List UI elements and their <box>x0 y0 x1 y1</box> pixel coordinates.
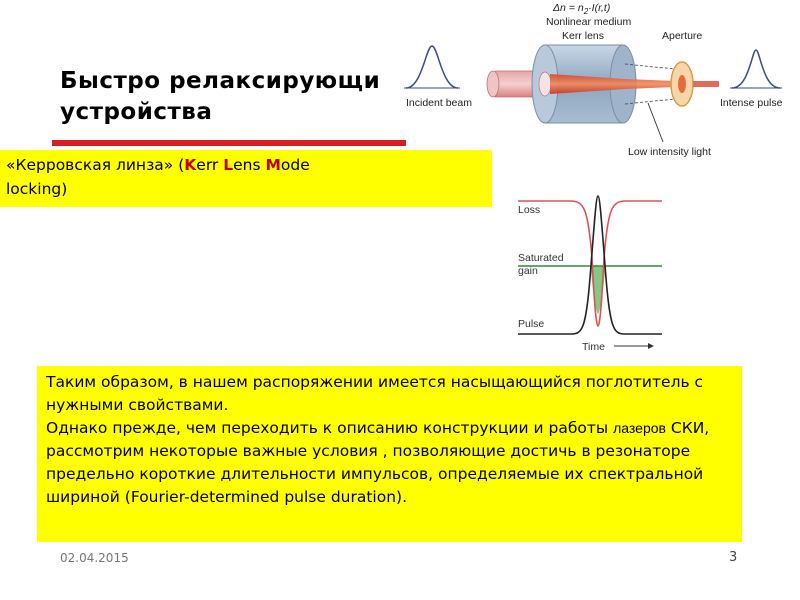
gain-label: gain <box>518 265 538 277</box>
aperture-hole <box>678 75 686 93</box>
kerr-lens-diagram <box>400 0 800 165</box>
pulse-label: Pulse <box>518 318 545 330</box>
saturated-label: Saturated <box>518 252 564 264</box>
body-text-box <box>37 366 742 542</box>
intense-pulse-shape <box>732 50 780 88</box>
low-intensity-pointer <box>648 103 663 142</box>
time-label: Time <box>582 341 605 353</box>
pulse-curve <box>518 196 662 334</box>
title-underline <box>52 140 406 146</box>
slide-title-line2: устройства <box>60 99 213 125</box>
outgoing-beam <box>693 81 719 87</box>
aperture-label: Aperture <box>662 30 703 42</box>
page-number: 3 <box>729 550 738 565</box>
loss-label: Loss <box>518 204 541 216</box>
slide-title <box>60 66 380 128</box>
footer-date: 02.04.2015 <box>60 551 129 565</box>
low-intensity-label: Low intensity light <box>628 146 711 158</box>
incident-pulse-shape <box>406 46 458 88</box>
body-paragraph-2: Однако прежде, чем переходить к описанию конструкции и работы лазеров СКИ, рассмотрим некоторые важные условия , позволяющие достичь в резонаторе предельно короткие длительности импульсов, определяемые их спектральной шириной (Fourier-determined pulse duration). <box>46 419 710 506</box>
time-arrow-head <box>648 343 654 349</box>
kerr-lens-label: Kerr lens <box>562 30 605 42</box>
slide-title-line1: Быстро релаксирующи <box>60 68 381 94</box>
beam-end-cap <box>487 71 499 97</box>
beam-spot <box>539 72 551 96</box>
intense-pulse-label: Intense pulse <box>720 97 783 109</box>
kerr-lens-mode-locking-box: «Керровская линза» (Kerr Lens Mode locking) <box>0 150 492 207</box>
formula-label: $\Delta n = n_2\cdot I(r,t)$ <box>553 2 611 16</box>
nonlinear-medium-label: Nonlinear medium <box>546 16 632 28</box>
body-paragraph-1: Таким образом, в нашем распоряжении имеется насыщающийся поглотитель с нужными свойствами. <box>46 373 704 414</box>
incident-beam-label: Incident beam <box>406 97 472 109</box>
gain-loss-diagram <box>510 188 670 354</box>
